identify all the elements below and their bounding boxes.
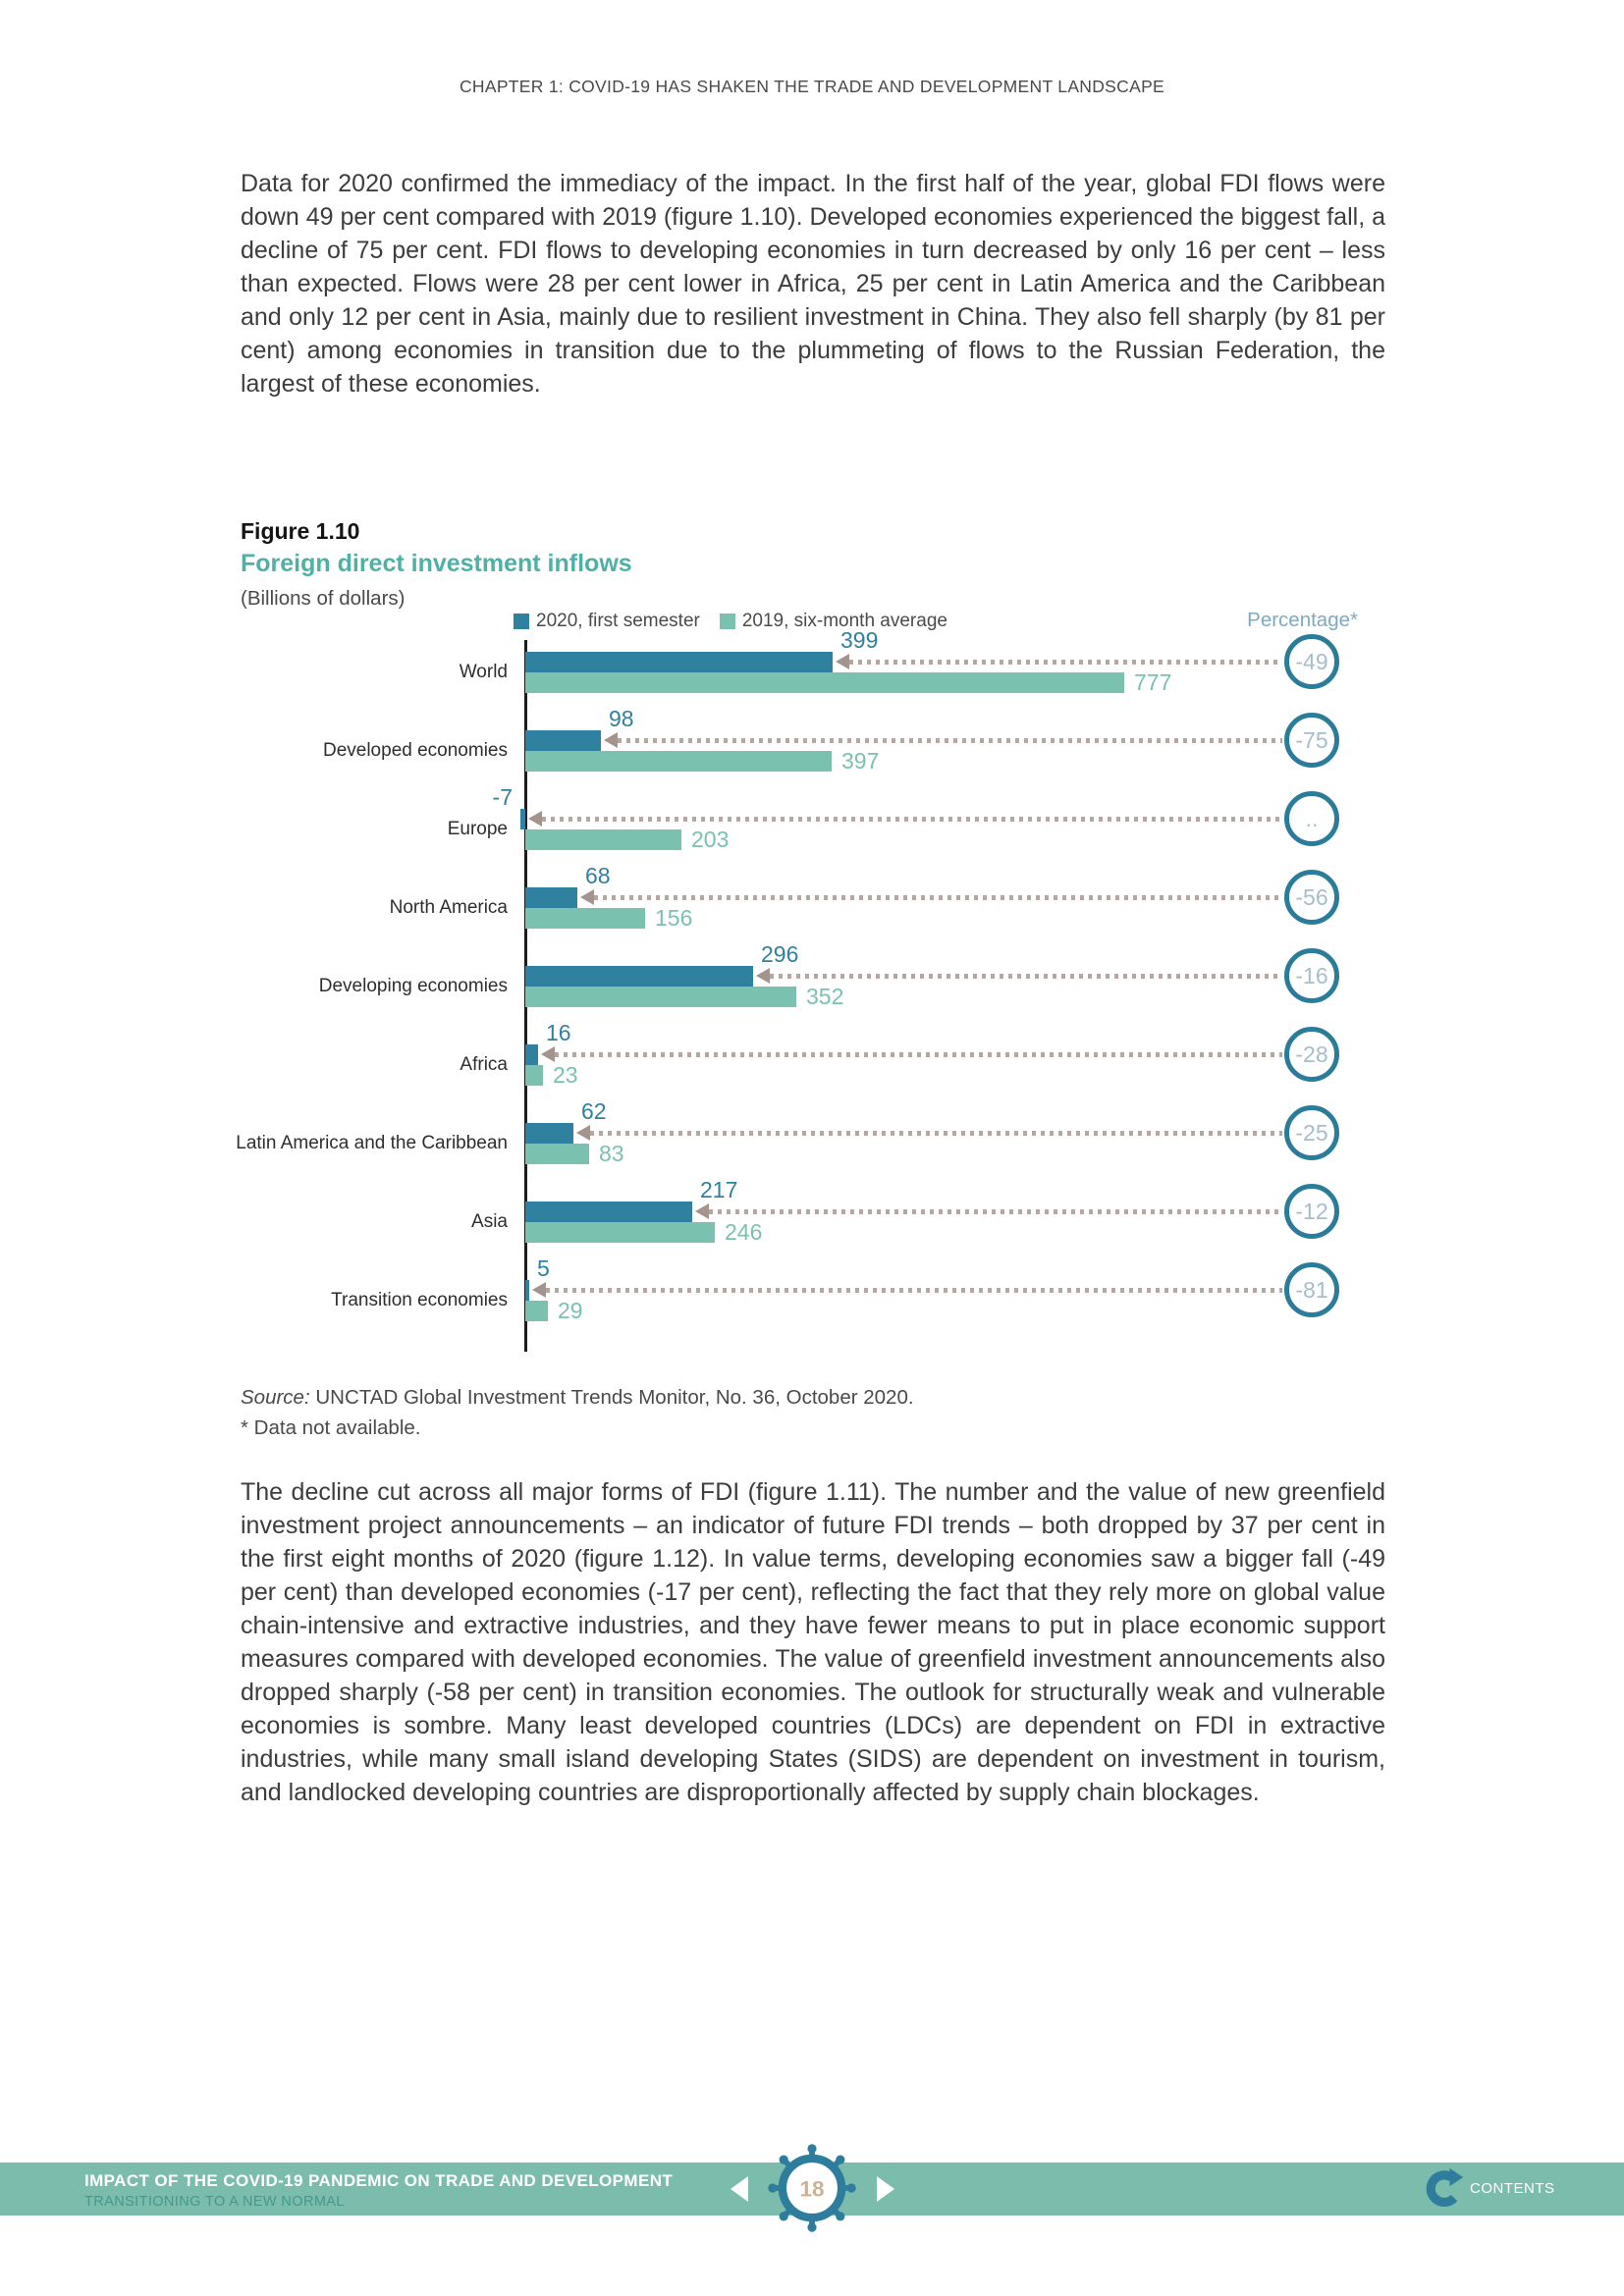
footer-report-title: IMPACT OF THE COVID-19 PANDEMIC ON TRADE AND DEVELOPMENT	[84, 2171, 674, 2190]
value-2020: 5	[537, 1255, 550, 1281]
bar-2020	[525, 887, 577, 908]
percentage-circle: -12	[1284, 1184, 1339, 1239]
bar-2020	[525, 966, 753, 987]
page-number: 18	[799, 2176, 825, 2202]
value-2020: -7	[492, 784, 513, 810]
figure-subtitle: (Billions of dollars)	[241, 587, 406, 610]
bar-2020	[525, 652, 833, 672]
chart-rows	[236, 627, 1385, 1350]
legend-label-2019: 2019, six-month average	[741, 611, 947, 631]
chart-row-latin-america-and-the-caribbean	[236, 1098, 1385, 1193]
bar-2020	[525, 730, 601, 751]
figure-source-block	[241, 1382, 914, 1443]
dotted-connector	[618, 738, 1282, 743]
bar-2019	[525, 751, 832, 772]
bar-2020	[525, 1044, 538, 1065]
source-prefix: Source:	[241, 1386, 310, 1409]
paragraph-2: The decline cut across all major forms of FDI (figure 1.11). The number and the value of new greenfield investment project announcements – an indicator of future FDI trends – both dropped by 37 per cent in the first eight months of 2020 (figure 1.12). In value terms, developing economies saw a bigger fall (-49 per cent) than developed economies (-17 per cent), reflecting the fact that they rely more on global value chain-intensive and extractive industries, and they have fewer means to put in place economic support measures compared with developed economies. The value of greenfield investment announcements also dropped sharply (-58 per cent) in transition economies. The outlook for structurally weak and vulnerable economies is sombre. Many least developed countries (LDCs) are dependent on FDI in extractive industries, while many small island developing States (SIDS) are dependent on investment in tourism, and landlocked developing countries are disproportionally affected by supply chain blockages.	[241, 1478, 1385, 1806]
source-text: UNCTAD Global Investment Trends Monitor, No. 36, October 2020.	[309, 1386, 914, 1409]
percentage-circle: -16	[1284, 948, 1339, 1003]
dotted-connector	[849, 660, 1282, 665]
bar-2019	[525, 908, 645, 929]
percentage-circle: -81	[1284, 1262, 1339, 1317]
dotted-arrowhead-icon	[695, 1203, 709, 1219]
bar-2019	[525, 1301, 548, 1321]
value-2019: 29	[558, 1298, 583, 1323]
bar-2019	[525, 829, 681, 850]
dotted-connector	[555, 1052, 1282, 1057]
dotted-arrowhead-icon	[756, 968, 770, 984]
category-label: Developing economies	[318, 976, 508, 996]
dotted-arrowhead-icon	[604, 732, 618, 748]
value-2020: 296	[761, 941, 799, 967]
category-label: Latin America and the Caribbean	[236, 1133, 508, 1153]
bar-2020	[520, 809, 525, 829]
value-2019: 246	[725, 1219, 763, 1245]
chart-row-developed-economies	[241, 706, 1385, 800]
prev-page-button[interactable]	[731, 2176, 748, 2202]
dotted-arrowhead-icon	[541, 1046, 555, 1062]
bar-2019	[525, 987, 796, 1007]
chart-row-europe	[241, 784, 1385, 879]
chart-row-north-america	[241, 863, 1385, 957]
percentage-circle: -56	[1284, 870, 1339, 925]
dotted-connector	[770, 974, 1282, 979]
dotted-connector	[546, 1288, 1282, 1293]
dotted-arrowhead-icon	[532, 1282, 546, 1298]
value-2019: 352	[806, 984, 844, 1009]
bar-2020	[525, 1123, 573, 1144]
dotted-connector	[594, 895, 1282, 900]
figure-source	[241, 1382, 914, 1413]
bar-2020	[525, 1280, 529, 1301]
value-2020: 98	[609, 706, 634, 731]
percentage-circle: ..	[1284, 791, 1339, 846]
figure-label: Figure 1.10	[241, 518, 360, 544]
value-2019: 777	[1134, 669, 1172, 695]
legend-swatch-2020-icon	[514, 614, 529, 629]
value-2020: 68	[585, 863, 611, 888]
chart-row-asia	[241, 1177, 1385, 1271]
value-2019: 203	[691, 827, 730, 852]
footer-report-subtitle: TRANSITIONING TO A NEW NORMAL	[84, 2194, 345, 2210]
chart-row-developing-economies	[241, 941, 1385, 1036]
category-label: Asia	[471, 1211, 508, 1232]
figure-footnote: * Data not available.	[241, 1416, 421, 1439]
value-2020: 16	[546, 1020, 571, 1045]
contents-arrow-icon	[1422, 2166, 1465, 2210]
bar-2020	[525, 1201, 692, 1222]
percentage-column-label: Percentage*	[1247, 609, 1358, 631]
chart-row-transition-economies	[241, 1255, 1385, 1350]
legend-item-2020	[514, 611, 700, 632]
category-label: World	[459, 662, 508, 682]
legend-item-2019	[720, 611, 947, 632]
legend-swatch-2019-icon	[720, 614, 735, 629]
dotted-arrowhead-icon	[528, 811, 542, 827]
figure-title: Foreign direct investment inflows	[241, 550, 632, 577]
dotted-arrowhead-icon	[576, 1125, 590, 1141]
chart-row-world	[241, 627, 1385, 721]
value-2019: 156	[655, 905, 693, 931]
fdi-inflows-chart	[236, 607, 1385, 1372]
paragraph-1: Data for 2020 confirmed the immediacy of the impact. In the first half of the year, global FDI flows were down 49 per cent compared with 2019 (figure 1.10). Developed economies experienced the biggest fall, a decline of 75 per cent. FDI flows to developing economies in turn decreased by only 16 per cent – less than expected. Flows were 28 per cent lower in Africa, 25 per cent in Latin America and the Caribbean and only 12 per cent in Asia, mainly due to resilient investment in China. They also fell sharply (by 81 per cent) among economies in transition due to the plummeting of flows to the Russian Federation, the largest of these economies.	[241, 170, 1385, 398]
value-2020: 62	[581, 1098, 607, 1124]
dotted-arrowhead-icon	[580, 889, 594, 905]
dotted-connector	[709, 1209, 1282, 1214]
percentage-circle: -75	[1284, 713, 1339, 768]
bar-2019	[525, 1065, 543, 1086]
category-label: North America	[389, 897, 508, 918]
dotted-connector	[590, 1131, 1282, 1136]
chapter-header: CHAPTER 1: COVID-19 HAS SHAKEN THE TRADE AND DEVELOPMENT LANDSCAPE	[459, 77, 1165, 96]
percentage-circle: -49	[1284, 634, 1339, 689]
value-2019: 83	[599, 1141, 624, 1166]
contents-link[interactable]	[1422, 2166, 1555, 2210]
category-label: Europe	[447, 819, 508, 839]
percentage-circle: -25	[1284, 1105, 1339, 1160]
category-label: Developed economies	[322, 740, 508, 761]
value-2019: 23	[553, 1062, 578, 1088]
chart-legend	[514, 611, 947, 632]
category-label: Transition economies	[331, 1290, 508, 1310]
value-2020: 399	[840, 627, 879, 653]
dotted-connector	[542, 817, 1282, 822]
bar-2019	[525, 1144, 589, 1164]
value-2019: 397	[841, 748, 880, 774]
bar-2019	[525, 672, 1124, 693]
contents-label: CONTENTS	[1470, 2179, 1555, 2197]
dotted-arrowhead-icon	[836, 654, 849, 669]
chart-row-africa	[241, 1020, 1385, 1114]
next-page-button[interactable]	[877, 2176, 894, 2202]
bar-2019	[525, 1222, 715, 1243]
percentage-circle: -28	[1284, 1027, 1339, 1082]
value-2020: 217	[700, 1177, 738, 1202]
category-label: Africa	[460, 1054, 508, 1075]
virus-page-badge	[767, 2143, 857, 2233]
legend-label-2020: 2020, first semester	[536, 611, 700, 631]
